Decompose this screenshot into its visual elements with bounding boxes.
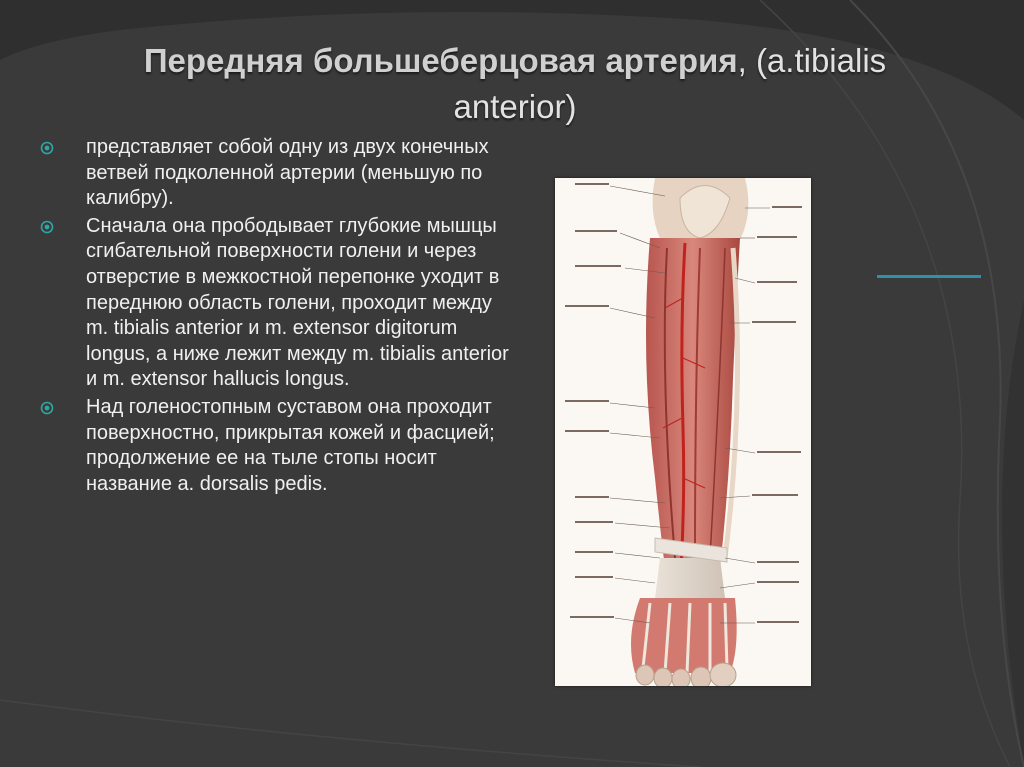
bullet-item: [40, 395, 510, 497]
slide-title-latin: , (a.tibialis anterior): [453, 42, 887, 125]
circle-bullet-icon: [40, 141, 54, 155]
bullet-text: представляет собой одну из двух конечных ветвей подколенной артерии (меньшую по калибру).: [86, 136, 489, 210]
anatomy-illustration: [555, 178, 811, 686]
bullet-list: [40, 135, 510, 499]
leg-anatomy-image: [555, 178, 811, 686]
bullet-item: [40, 135, 510, 212]
bullet-text: Сначала она прободывает глубокие мышцы сгибательной поверхности голени и через отверстие в межкостной перепонке уходит в переднюю область голени, проходит между m. tibialis anterior и m. extensor digitorum longus, а ниже лежит между m. tibialis anterior и m. extensor hallucis longus.: [86, 214, 509, 391]
slide-title: [100, 38, 930, 130]
circle-bullet-icon: [40, 401, 54, 415]
bullet-item: [40, 214, 510, 393]
circle-bullet-icon: [40, 220, 54, 234]
slide-title-main: Передняя большеберцовая артерия: [143, 42, 738, 79]
accent-line: [877, 275, 981, 278]
bullet-text: Над голеностопным суставом она проходит поверхностно, прикрытая кожей и фасцией; продолжение ее на тыле стопы носит название a. dorsalis pedis.: [86, 395, 495, 495]
